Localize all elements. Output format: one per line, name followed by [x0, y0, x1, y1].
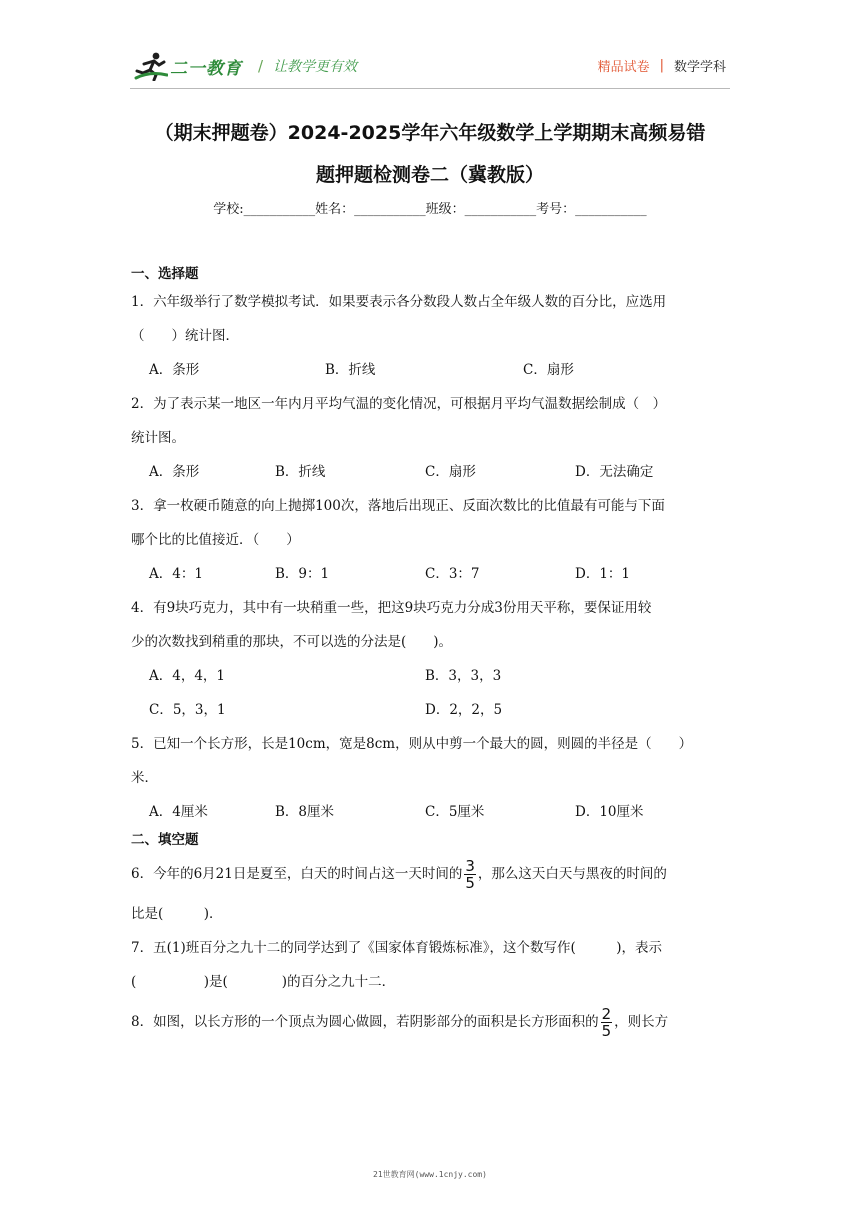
- question-text-end: ，则长方: [614, 1014, 669, 1030]
- question-2: [131, 387, 731, 489]
- option-c[interactable]: C．扇形: [425, 464, 476, 480]
- option-a[interactable]: A．条形: [149, 362, 200, 378]
- options-row: [149, 455, 731, 489]
- option-d[interactable]: D．2，2，5: [425, 702, 503, 718]
- question-1: [131, 285, 731, 387]
- page-title-line2: 题押题检测卷二（冀教版）: [315, 164, 544, 186]
- option-c[interactable]: C．5厘米: [425, 804, 485, 820]
- header-divider: [130, 88, 730, 89]
- section-heading-choice: 一、选择题: [131, 266, 199, 282]
- student-info-line: 学校:___________姓名：___________班级：___________考号：___________: [213, 202, 647, 217]
- fraction-denominator: 5: [465, 874, 475, 892]
- option-c[interactable]: C．扇形: [523, 362, 574, 378]
- options-row: [149, 795, 731, 829]
- page-title-line1: （期末押题卷）2024-2025学年六年级数学上学期期末高频易错: [154, 122, 706, 144]
- question-6: [131, 851, 731, 931]
- question-5: [131, 727, 731, 829]
- question-8: [131, 999, 731, 1045]
- exam-content: [131, 263, 731, 1045]
- page-footer: 21世教育网(www.1cnjy.com): [373, 1170, 487, 1179]
- options-row: [149, 659, 731, 693]
- question-text: 统计图。: [131, 430, 185, 446]
- tag-premium: 精品试卷: [597, 60, 650, 75]
- slogan: 让教学更有效: [273, 59, 358, 75]
- slogan-separator: /: [258, 57, 264, 75]
- question-text: ( )是( )的百分之九十二．: [131, 974, 396, 990]
- option-b[interactable]: B．8厘米: [275, 804, 335, 820]
- page-header: [0, 0, 860, 90]
- option-a[interactable]: A．4，4，1: [149, 668, 226, 684]
- fraction-denominator: 5: [601, 1022, 612, 1040]
- question-text: 4．有9块巧克力，其中有一块稍重一些，把这9块巧克力分成3份用天平称，要保证用较: [131, 600, 652, 616]
- question-3: [131, 489, 731, 591]
- option-b[interactable]: B．9：1: [275, 566, 330, 582]
- question-text: 2．为了表示某一地区一年内月平均气温的变化情况，可根据月平均气温数据绘制成（ ）: [131, 396, 667, 412]
- fraction-numerator: 2: [601, 1005, 612, 1023]
- question-text-start: 6．今年的6月21日是夏至，白天的时间占这一天时间的: [131, 866, 463, 882]
- option-b[interactable]: B．3，3，3: [425, 668, 502, 684]
- option-d[interactable]: D．10厘米: [575, 804, 644, 820]
- question-text: 3．拿一枚硬币随意的向上抛掷100次，落地后出现正、反面次数比的比值最有可能与下面: [131, 498, 665, 514]
- logo: [134, 50, 357, 82]
- question-text: 少的次数找到稍重的那块，不可以选的分法是( )。: [131, 634, 453, 650]
- fraction-numerator: 3: [465, 857, 475, 875]
- options-row: [149, 693, 731, 727]
- section-heading-fill: 二、填空题: [131, 832, 199, 848]
- option-d[interactable]: D．无法确定: [575, 464, 654, 480]
- options-row: [149, 353, 731, 387]
- question-text: [131, 851, 731, 897]
- tag-separator: |: [659, 58, 664, 73]
- logo-text: 二一教育: [170, 58, 242, 79]
- question-text: 米．: [131, 770, 158, 786]
- question-text: （ ）统计图．: [131, 328, 239, 344]
- question-text: 7．五(1)班百分之九十二的同学达到了《国家体育锻炼标准》，这个数写作( )，表示: [131, 940, 662, 956]
- question-text: 哪个比的比值接近．（ ）: [131, 532, 300, 548]
- question-text-start: 8．如图，以长方形的一个顶点为圆心做圆，若阴影部分的面积是长方形面积的: [131, 1014, 599, 1030]
- question-text: 比是( )．: [131, 906, 223, 922]
- header-tags: [598, 56, 726, 75]
- option-c[interactable]: C．5，3，1: [149, 702, 226, 718]
- option-c[interactable]: C．3：7: [425, 566, 480, 582]
- option-a[interactable]: A．4：1: [149, 566, 203, 582]
- runner-icon: [134, 51, 168, 81]
- option-a[interactable]: A．4厘米: [149, 804, 208, 820]
- option-b[interactable]: B．折线: [275, 464, 326, 480]
- question-text-end: ，那么这天白天与黑夜的时间的: [477, 866, 667, 882]
- options-row: [149, 557, 731, 591]
- fraction: [601, 1006, 613, 1039]
- option-a[interactable]: A．条形: [149, 464, 200, 480]
- tag-subject: 数学学科: [673, 60, 726, 75]
- question-text: 5．已知一个长方形，长是10cm，宽是8cm，则从中剪一个最大的圆，则圆的半径是（ ）: [131, 736, 693, 752]
- fraction: [464, 858, 476, 891]
- question-7: [131, 931, 731, 999]
- question-text: 1．六年级举行了数学模拟考试．如果要表示各分数段人数占全年级人数的百分比，应选用: [131, 294, 667, 310]
- option-b[interactable]: B．折线: [325, 362, 376, 378]
- option-d[interactable]: D．1：1: [575, 566, 631, 582]
- question-text: [131, 999, 731, 1045]
- question-4: [131, 591, 731, 727]
